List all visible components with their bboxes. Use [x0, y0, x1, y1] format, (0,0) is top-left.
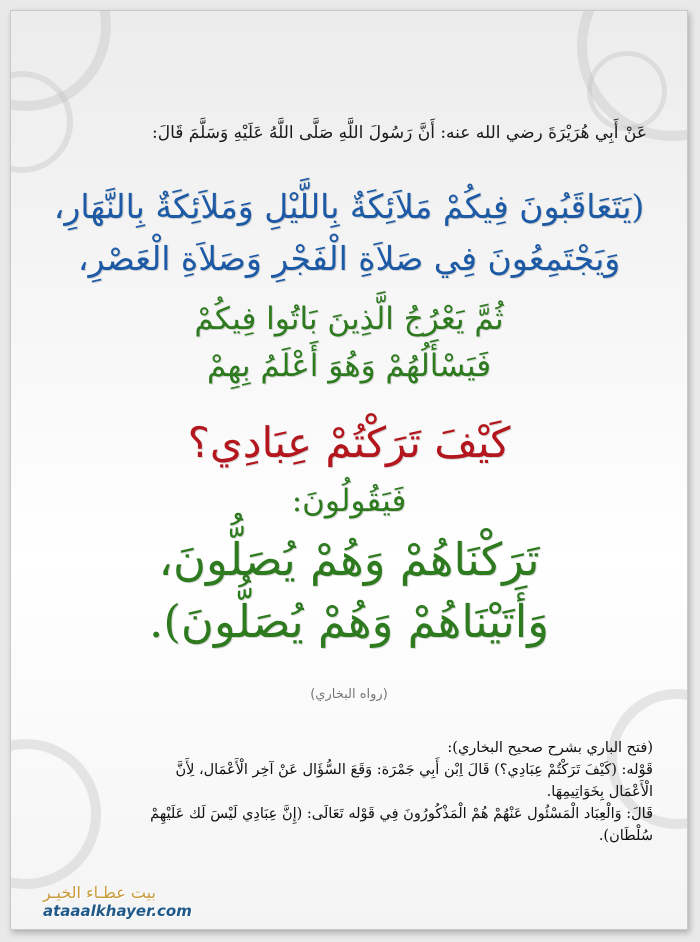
commentary-line: قَالَ: وَالْعِبَاد الْمَسْئُول عَنْهُمْ هُمْ الْمَذْكُورُونَ فِي قَوْله تَعَالَى: (إِنَّ عِبَادِي لَيْسَ لَك عَلَيْهِمْ — [150, 806, 653, 822]
hadith-source: (رواه البخاري) — [310, 687, 388, 702]
hadith-line-3: ثُمَّ يَعْرُجُ الَّذِينَ بَاتُوا فِيكُمْ — [194, 301, 504, 337]
hadith-line-2: وَيَجْتَمِعُونَ فِي صَلاَةِ الْفَجْرِ وَصَلاَةِ الْعَصْرِ، — [77, 239, 621, 278]
brand-arabic: بيت عطـاء الخيـر — [43, 883, 156, 902]
ornament-top-right-small — [587, 51, 667, 131]
hadith-card — [10, 10, 688, 930]
commentary-line: قَوْله: (كَيْفَ تَرَكْتُمْ عِبَادِي؟) قَالَ اِبْن أَبِي جَمْرَة: وَقَعَ السُّؤَال عَنْ آخِر الْأَعْمَال، لِأَنَّ — [175, 762, 653, 778]
hadith-answer-1: تَرَكْنَاهُمْ وَهُمْ يُصَلُّونَ، — [158, 533, 540, 586]
commentary-block — [45, 737, 653, 847]
commentary-title: (فتح الباري بشرح صحيح البخاري): — [447, 740, 653, 756]
commentary-line: سُلْطَان). — [598, 828, 653, 844]
hadith-line-1: (يَتَعَاقَبُونَ فِيكُمْ مَلاَئِكَةٌ بِاللَّيْلِ وَمَلاَئِكَةٌ بِالنَّهَارِ، — [53, 187, 645, 226]
commentary-line: الْأَعْمَال بِخَوَاتِيمِهَا. — [546, 784, 653, 800]
hadith-intro: عَنْ أَبِي هُرَيْرَةَ رضي الله عنه: أَنَّ رَسُولَ اللَّهِ صَلَّى اللَّهُ عَلَيْهِ وَسَلَّمَ قَالَ: — [151, 123, 647, 143]
site-logo — [43, 883, 192, 920]
hadith-question: كَيْفَ تَرَكْتُمْ عِبَادِي؟ — [187, 418, 511, 467]
hadith-answer-2: وَأَتَيْنَاهُمْ وَهُمْ يُصَلُّونَ). — [149, 595, 549, 648]
hadith-line-4: فَيَسْأَلُهُمْ وَهُوَ أَعْلَمُ بِهِمْ — [206, 348, 492, 384]
brand-url: ataaalkhayer.com — [43, 902, 192, 920]
hadith-line-6: فَيَقُولُونَ: — [291, 483, 407, 519]
